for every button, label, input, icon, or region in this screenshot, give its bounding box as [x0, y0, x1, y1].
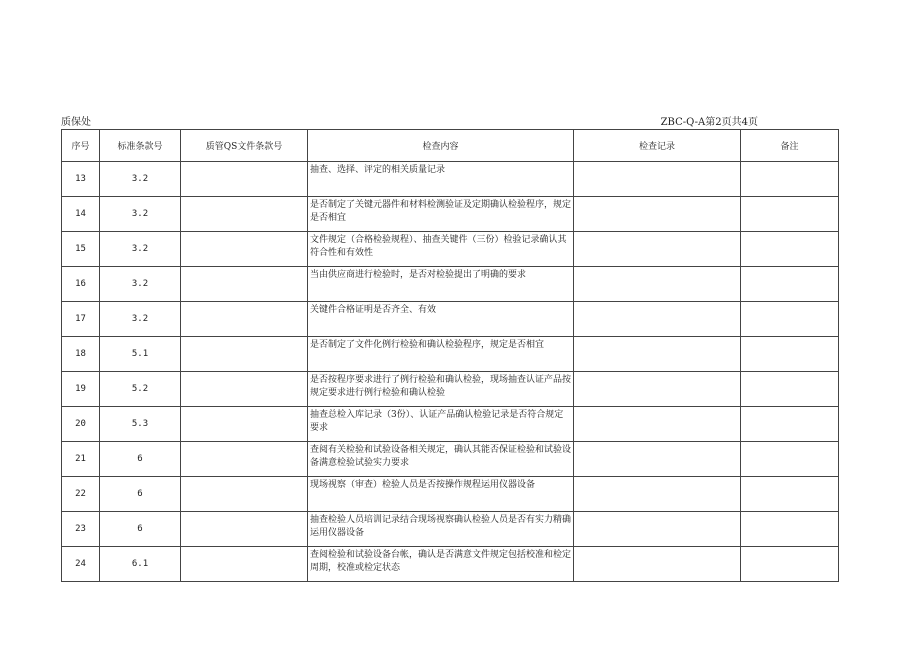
- cell-clause: 3.2: [100, 302, 181, 337]
- col-header-content: 检查内容: [308, 130, 574, 162]
- cell-content: 抽查总检入库记录（3份）、认证产品确认检验记录是否符合规定要求: [308, 407, 574, 442]
- cell-record: [574, 407, 741, 442]
- cell-record: [574, 442, 741, 477]
- table-row: [62, 442, 839, 477]
- cell-clause: 3.2: [100, 232, 181, 267]
- cell-note: [741, 267, 839, 302]
- table-header-row: [62, 130, 839, 162]
- cell-seq: 18: [62, 337, 100, 372]
- cell-clause: 5.2: [100, 372, 181, 407]
- cell-clause: 3.2: [100, 197, 181, 232]
- table-row: [62, 232, 839, 267]
- cell-seq: 20: [62, 407, 100, 442]
- cell-qs-clause: [181, 302, 308, 337]
- cell-content: 是否制定了关键元器件和材料检测验证及定期确认检验程序，规定是否相宜: [308, 197, 574, 232]
- cell-seq: 13: [62, 162, 100, 197]
- cell-note: [741, 372, 839, 407]
- department-label: 质保处: [61, 117, 91, 128]
- cell-record: [574, 267, 741, 302]
- cell-seq: 21: [62, 442, 100, 477]
- cell-record: [574, 232, 741, 267]
- cell-record: [574, 512, 741, 547]
- cell-clause: 6.1: [100, 547, 181, 582]
- cell-qs-clause: [181, 267, 308, 302]
- cell-content: 是否制定了文件化例行检验和确认检验程序，规定是否相宜: [308, 337, 574, 372]
- cell-content: 抽查、选择、评定的相关质量记录: [308, 162, 574, 197]
- cell-clause: 3.2: [100, 267, 181, 302]
- cell-content: 现场视察（审查）检验人员是否按操作规程运用仪器设备: [308, 477, 574, 512]
- cell-qs-clause: [181, 197, 308, 232]
- cell-note: [741, 477, 839, 512]
- table-row: [62, 547, 839, 582]
- cell-seq: 15: [62, 232, 100, 267]
- col-header-note: 备注: [741, 130, 839, 162]
- cell-note: [741, 162, 839, 197]
- cell-clause: 6: [100, 477, 181, 512]
- cell-content: 关键件合格证明是否齐全、有效: [308, 302, 574, 337]
- cell-record: [574, 372, 741, 407]
- cell-seq: 16: [62, 267, 100, 302]
- cell-record: [574, 477, 741, 512]
- cell-content: 抽查检验人员培训记录结合现场视察确认检验人员是否有实力精确运用仪器设备: [308, 512, 574, 547]
- cell-seq: 19: [62, 372, 100, 407]
- cell-note: [741, 232, 839, 267]
- cell-qs-clause: [181, 337, 308, 372]
- cell-qs-clause: [181, 547, 308, 582]
- cell-record: [574, 337, 741, 372]
- cell-clause: 6: [100, 512, 181, 547]
- cell-note: [741, 407, 839, 442]
- cell-clause: 5.1: [100, 337, 181, 372]
- cell-record: [574, 302, 741, 337]
- table-row: [62, 337, 839, 372]
- cell-clause: 5.3: [100, 407, 181, 442]
- inspection-table: [61, 129, 839, 582]
- col-header-record: 检查记录: [574, 130, 741, 162]
- cell-seq: 22: [62, 477, 100, 512]
- table-row: [62, 512, 839, 547]
- cell-seq: 24: [62, 547, 100, 582]
- cell-content: 查阅检验和试验设备台帐，确认是否满意文件规定包括校准和检定周期，校准或检定状态: [308, 547, 574, 582]
- cell-content: 文件规定（合格检验规程）、抽查关键件（三份）检验记录确认其符合性和有效性: [308, 232, 574, 267]
- cell-seq: 17: [62, 302, 100, 337]
- cell-record: [574, 197, 741, 232]
- cell-note: [741, 302, 839, 337]
- cell-qs-clause: [181, 512, 308, 547]
- cell-qs-clause: [181, 407, 308, 442]
- col-header-clause: 标准条款号: [100, 130, 181, 162]
- cell-note: [741, 547, 839, 582]
- col-header-seq: 序号: [62, 130, 100, 162]
- cell-record: [574, 547, 741, 582]
- document-code: ZBC-Q-A第2页共4页: [660, 117, 758, 128]
- cell-clause: 3.2: [100, 162, 181, 197]
- cell-qs-clause: [181, 477, 308, 512]
- table-row: [62, 477, 839, 512]
- cell-note: [741, 512, 839, 547]
- col-header-qs-clause: 质管QS文件条款号: [181, 130, 308, 162]
- cell-qs-clause: [181, 442, 308, 477]
- cell-seq: 14: [62, 197, 100, 232]
- table-row: [62, 302, 839, 337]
- cell-record: [574, 162, 741, 197]
- cell-qs-clause: [181, 372, 308, 407]
- cell-note: [741, 337, 839, 372]
- table-row: [62, 407, 839, 442]
- cell-content: 当由供应商进行检验时，是否对检验提出了明确的要求: [308, 267, 574, 302]
- cell-clause: 6: [100, 442, 181, 477]
- cell-note: [741, 197, 839, 232]
- table-row: [62, 162, 839, 197]
- table-row: [62, 267, 839, 302]
- cell-content: 查阅有关检验和试验设备相关规定，确认其能否保证检验和试验设备满意检验试验实力要求: [308, 442, 574, 477]
- table-row: [62, 372, 839, 407]
- cell-seq: 23: [62, 512, 100, 547]
- cell-content: 是否按程序要求进行了例行检验和确认检验，现场抽查认证产品按规定要求进行例行检验和确认检验: [308, 372, 574, 407]
- table-row: [62, 197, 839, 232]
- cell-qs-clause: [181, 232, 308, 267]
- cell-note: [741, 442, 839, 477]
- cell-qs-clause: [181, 162, 308, 197]
